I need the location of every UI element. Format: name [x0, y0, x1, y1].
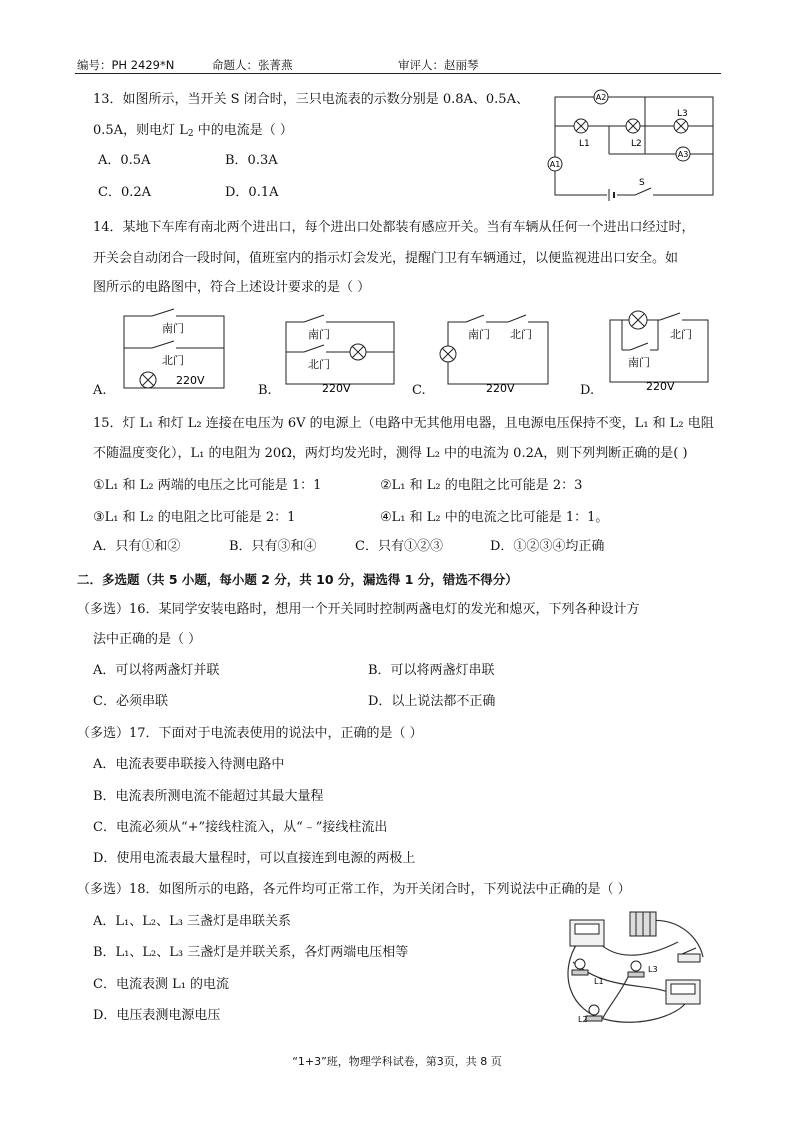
q16-option-d: D．以上说法都不正确 — [368, 694, 496, 709]
q15-option-d: D．①②③④均正确 — [490, 539, 605, 554]
ammeter-icon — [570, 920, 604, 946]
svg-text:220V: 220V — [486, 382, 515, 394]
q15-statement-4: ④L₁ 和 L₂ 中的电流之比可能是 1：1。 — [380, 510, 609, 525]
q15-option-b: B．只有③和④ — [229, 539, 317, 554]
svg-text:南门: 南门 — [628, 356, 650, 369]
q18-option-b: B．L₁、L₂、L₃ 三盏灯是并联关系，各灯两端电压相等 — [93, 945, 409, 960]
q17-option-a: A．电流表要串联接入待测电路中 — [93, 757, 285, 772]
l2-label: L2 — [631, 139, 642, 149]
exam-author: 命题人：张菁燕 — [212, 58, 293, 72]
exam-reviewer: 审评人：赵丽琴 — [398, 58, 479, 72]
q15-stem-line1: 15．灯 L₁ 和灯 L₂ 连接在电压为 6V 的电源上（电路中无其他用电器，且电源电压保持不变，L₁ 和 L₂ 电阻 — [93, 416, 714, 431]
q14-option-c: C. — [412, 383, 426, 398]
q13-option-b: B．0.3A — [225, 153, 278, 168]
voltmeter-icon — [666, 980, 700, 1004]
q14-option-b: B. — [258, 383, 272, 398]
l2-label: L2 — [578, 1015, 588, 1024]
l1-label: L1 — [594, 977, 604, 986]
lamp-l3-icon — [674, 119, 688, 133]
q15-statement-3: ③L₁ 和 L₂ 的电阻之比可能是 2：1 — [93, 510, 296, 525]
q17-option-b: B．电流表所测电流不能超过其最大量程 — [93, 789, 324, 804]
q16-option-c: C．必须串联 — [93, 694, 168, 709]
svg-text:A2: A2 — [595, 93, 607, 102]
page-footer: “1+3”班，物理学科试卷，第3页，共 8 页 — [292, 1055, 502, 1068]
svg-text:220V: 220V — [646, 380, 675, 393]
switch-s-label: S — [639, 178, 645, 188]
ammeter-a3-icon — [676, 147, 690, 161]
exam-code: 编号：PH 2429*N — [77, 58, 175, 72]
ammeter-a1-icon — [548, 157, 562, 171]
q14-stem-line1: 14．某地下车库有南北两个进出口，每个进出口处都装有感应开关。当有车辆从任何一个进出口经过时， — [93, 220, 695, 235]
battery-icon — [607, 189, 617, 201]
q15-option-a: A．只有①和② — [93, 539, 181, 554]
q17-option-c: C．电流必须从“+”接线柱流入，从“﹣”接线柱流出 — [93, 820, 388, 835]
q13-option-c: C．0.2A — [98, 185, 152, 200]
q18-circuit-photo — [548, 902, 720, 1034]
q14-option-d: D. — [580, 383, 595, 398]
q13-stem-line2: 0.5A，则电灯 $L_2$ 中的电流是（ ） — [93, 123, 293, 139]
q14-stem-line2: 开关会自动闭合一段时间，值班室内的指示灯会发光，提醒门卫有车辆通过，以便监视进出口安全。如 — [93, 251, 679, 266]
q16-option-a: A．可以将两盏灯并联 — [93, 663, 220, 678]
svg-text:A1: A1 — [549, 160, 561, 169]
svg-text:A3: A3 — [677, 150, 689, 159]
lamp-icon — [440, 346, 456, 362]
battery-icon — [630, 912, 656, 936]
q15-option-c: C．只有①②③ — [355, 539, 443, 554]
l3-label: L3 — [648, 965, 658, 974]
q14-circuit-a — [112, 308, 232, 394]
voltage-label: 220V — [176, 374, 205, 387]
q18-stem: （多选）18．如图所示的电路，各元件均可正常工作，为开关闭合时，下列说法中正确的是（ ） — [77, 882, 631, 897]
lamp-l2-icon — [626, 119, 640, 133]
q18-option-a: A．L₁、L₂、L₃ 三盏灯是串联关系 — [93, 914, 292, 929]
svg-text:220V: 220V — [322, 382, 351, 394]
ammeter-a2-icon — [594, 90, 608, 104]
l3-label: L3 — [677, 109, 688, 119]
l1-label: L1 — [579, 139, 590, 149]
q15-statement-2: ②L₁ 和 L₂ 的电阻之比可能是 2：3 — [380, 478, 583, 493]
q14-circuit-c — [430, 308, 556, 394]
q18-option-c: C．电流表测 L₁ 的电流 — [93, 977, 230, 992]
q13-option-a: A．0.5A — [98, 153, 151, 168]
bulb-l3-icon — [628, 961, 644, 977]
lamp-icon — [140, 372, 156, 388]
header-rule — [75, 73, 721, 74]
q16-option-b: B．可以将两盏灯串联 — [368, 663, 495, 678]
q13-option-d: D．0.1A — [225, 185, 279, 200]
svg-text:北门: 北门 — [510, 328, 532, 341]
bulb-l2-icon — [586, 1005, 602, 1021]
north-gate-label: 北门 — [162, 354, 184, 367]
svg-text:南门: 南门 — [308, 328, 330, 341]
q17-stem: （多选）17．下面对于电流表使用的说法中，正确的是（ ） — [77, 726, 423, 741]
q14-circuit-d — [598, 306, 718, 394]
q14-circuit-b — [276, 308, 406, 394]
lamp-icon — [629, 311, 647, 329]
q16-stem-line1: （多选）16．某同学安装电路时，想用一个开关同时控制两盏电灯的发光和熄灭，下列各种设计方 — [77, 602, 640, 617]
q17-option-d: D．使用电流表最大量程时，可以直接连到电源的两极上 — [93, 851, 416, 866]
q16-stem-line2: 法中正确的是（ ） — [93, 632, 202, 647]
switch-s-icon — [635, 188, 653, 195]
q14-stem-line3: 图所示的电路图中，符合上述设计要求的是（ ） — [93, 280, 371, 295]
lamp-l1-icon — [574, 119, 588, 133]
lamp-icon — [350, 344, 366, 360]
bulb-l1-icon — [572, 959, 588, 975]
svg-text:北门: 北门 — [308, 358, 330, 371]
svg-text:北门: 北门 — [670, 328, 692, 341]
svg-text:南门: 南门 — [468, 328, 490, 341]
section-2-heading: 二．多选题（共 5 小题，每小题 2 分，共 10 分，漏选得 1 分，错选不得分） — [77, 572, 518, 587]
q15-statement-1: ①L₁ 和 L₂ 两端的电压之比可能是 1：1 — [93, 478, 322, 493]
q15-stem-line2: 不随温度变化），L₁ 的电阻为 20Ω，两灯均发光时，测得 L₂ 中的电流为 0.2A，则下列判断正确的是( ) — [93, 446, 688, 461]
q14-option-a: A. — [93, 383, 107, 398]
q13-circuit-diagram — [535, 84, 725, 204]
q18-option-d: D．电压表测电源电压 — [93, 1008, 221, 1023]
south-gate-label: 南门 — [162, 322, 184, 335]
q13-stem-line1: 13．如图所示，当开关 S 闭合时，三只电流表的示数分别是 0.8A、0.5A、 — [93, 92, 529, 107]
switch-icon — [678, 948, 700, 962]
